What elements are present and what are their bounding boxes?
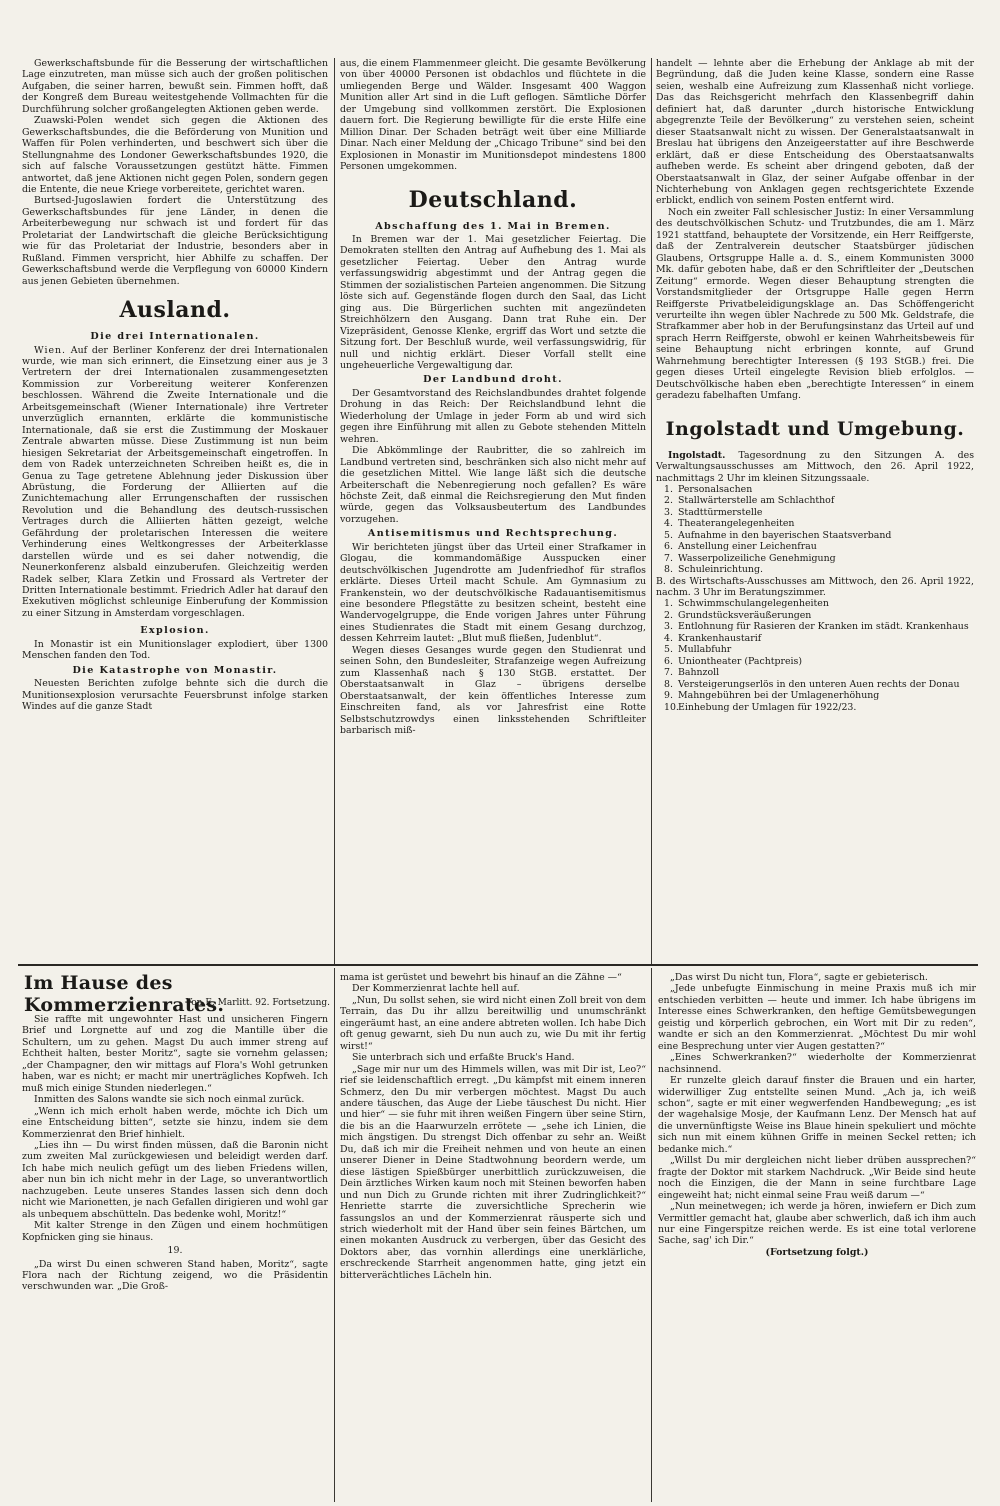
serial-column-1 — [22, 1014, 328, 1500]
serial-paragraph: Inmitten des Salons wandte sie sich noch einmal zurück. — [34, 1094, 305, 1106]
column-divider — [334, 58, 335, 964]
serial-byline: Von E. Marlitt. 92. Fortsetzung. — [185, 998, 330, 1008]
item-number: 6. — [664, 655, 673, 667]
article-paragraph: Burtsed-Jugoslawien fordert die Unterstützung des Gewerkschaftsbundes für jene Länder, in denen die Arbeiterbewegung nur schwach ist und fordert für das Proletariat der Landwirtschaft die gleiche Berücksichtigung wie für das Proletariat der Industrie, besonders aber in Rußland. Fimmen verspricht, hier Abhilfe zu schaffen. Der Gewerkschaftsbund werde die Verpflegung von 60000 Kindern aus jenen Gebieten übernehmen. — [22, 195, 328, 287]
serial-paragraph: „Jede unbefugte Einmischung in meine Praxis muß ich mir entschieden verbitten — heute und immer. Ich habe übrigens im Interesse eines Schwerkranken, den heftige Gemütsbewegungen geistig und körperlich gebrochen, ein Wort mit Dir zu reden“, wandte er sich an den Kommerzienrat. „Möchtest Du mir wohl eine Besprechung unter vier Augen gestatten?“ — [658, 983, 976, 1052]
item-text: Krankenhaustarif — [678, 632, 762, 644]
item-text: Anstellung einer Leichenfrau — [678, 541, 817, 553]
item-number: 1. — [664, 598, 673, 610]
list-item — [656, 679, 974, 690]
list-item — [656, 495, 974, 506]
item-number: 9. — [664, 690, 673, 702]
article-title: Der Landbund droht. — [423, 374, 563, 386]
list-item — [656, 621, 974, 632]
article-text: Auf der Berliner Konferenz der drei Internationalen wurde, wie man sich erinnert, die Einsetzung einer aus je 3 Vertretern der drei Internationalen zusammengesetzten Kommission zur Vorbereitung weiterer Konferenzen beschlossen. Während die Zweite Internationale und die Arbeitsgemeinschaft (Wiener Internationale) ihre Vertreter unverzüglich ernannten, erklärte die kommunistische Internationale, daß sie erst die Zustimmung der Moskauer Zentrale abwarten müsse. Diese Zustimmung ist nun beim hiesigen Sekretariat der Arbeitsgemeinschaft eingetroffen. In dem von Radek unterzeichneten Schreiben heißt es, die in Genua zu Tage getretene Ablehnung jeder Diskussion über Abrüstung, die Forderung der Alliierten auf die Zunichtemachung aller Errungenschaften der russischen Revolution und die Behandlung des deutsch-russischen Vertrages durch die Alliierten hätten gezeigt, welche Gefährdung der proletarischen Interessen die weitere Verhinderung eines Weltkongresses der Arbeiterklasse darstellen würde und es sei daher notwendig, die Neunerkonferenz alsbald einzuberufen. Gleichzeitig werden Radek selber, Klara Zetkin und Frossard als Vertreter der Dritten Internationale bestimmt. Friedrich Adler hat darauf den Exekutiven möglichst schleunige Einberufung der Kommission zu einer Sitzung in Amsterdam vorgeschlagen. — [22, 344, 328, 619]
article-title: Abschaffung des 1. Mai in Bremen. — [375, 220, 611, 232]
article-paragraph: Zuawski-Polen wendet sich gegen die Aktionen des Gewerkschaftsbundes, die die Beförderung von Munition und Waffen für Polen verhinderten, und beschwert sich über die Stellungnahme des Londoner Gewerkschaftsbundes 1920, die sich auf falsche Voraussetzungen gestützt hätte. Fimmen antwortet, daß jene Aktionen nicht gegen Polen, sondern gegen die Entente, die neue Kriege vorbereitete, gerichtet waren. — [22, 115, 328, 195]
article-title: Die drei Internationalen. — [90, 331, 260, 343]
article-paragraph: Noch ein zweiter Fall schlesischer Justiz: In einer Versammlung des deutschvölkischen Schutz- und Trutzbundes, die am 1. März 1921 stattfand, behauptete der Vorsitzende, ein Herr Reiffgerste, daß der Zentralverein deutscher Staatsbürger jüdischen Glaubens, Ortsgruppe Halle a. d. S., einem Kommunisten 3000 Mk. dafür geboten habe, daß er den Schriftleiter der „Deutschen Zeitung“ ermorde. Wegen dieser Behauptung strengten die Vorstandsmitglieder der Ortsgruppe Halle gegen Herrn Reiffgerste Privatbeleidigungsklage an. Das Schöffengericht verurteilte ihn wegen übler Nachrede zu 500 Mk. Geldstrafe, die Strafkammer aber hob in der Berufungsinstanz das Urteil auf und sprach Herrn Reiffgerste, obwohl er keinen Wahrheitsbeweis für seine Behauptung nicht erbringen konnte, auf Grund Wahrnehmung berechtigter Interessen (§ 193 StGB.) frei. Die gegen dieses Urteil eingelegte Revision blieb erfolglos. — Deutschvölkische haben eben „berechtigte Interessen“ in einem geradezu fabelhaften Umfang. — [656, 206, 974, 402]
list-item — [656, 633, 974, 644]
list-item — [656, 644, 974, 655]
item-number: 8. — [664, 564, 673, 576]
serial-paragraph: „Nun meinetwegen; ich werde ja hören, inwiefern er Dich zum Vermittler gemacht hat, glaube aber schwerlich, daß ich ihm auch nur eine Fingerspitze reichen werde. Es ist eine total verlorene Sache, sag' ich Dir.“ — [658, 1201, 976, 1247]
item-number: 4. — [664, 518, 673, 530]
list-item — [656, 656, 974, 667]
article-paragraph: In Monastir ist ein Munitionslager explodiert, über 1300 Menschen fanden den Tod. — [22, 638, 328, 662]
list-item — [656, 484, 974, 495]
serial-column-3 — [658, 972, 976, 1500]
article-paragraph — [656, 450, 974, 484]
item-number: 5. — [664, 644, 673, 656]
list-item — [656, 667, 974, 678]
item-number: 7. — [664, 667, 673, 679]
article-paragraph: Die Abkömmlinge der Raubritter, die so zahlreich im Landbund vertreten sind, beschränken sich also nicht mehr auf die gesetzlichen Mittel. Wie lange läßt sich die deutsche Arbeiterschaft die Nebenregierung noch gefallen? Es wäre höchste Zeit, daß einmal die Reichsregierung den Mut finden würde, gegen das Volksausbeutertum des Landbundes vorzugehen. — [340, 445, 646, 525]
item-text: Personalsachen — [678, 483, 753, 495]
item-number: 3. — [664, 506, 673, 518]
list-item — [656, 553, 974, 564]
continuation-note: (Fortsetzung folgt.) — [765, 1246, 869, 1258]
chapter-number: 19. — [167, 1245, 183, 1257]
item-text: Aufnahme in den bayerischen Staatsverband — [678, 529, 892, 541]
item-text: Bahnzoll — [678, 667, 720, 679]
item-text: Entlohnung für Rasieren der Kranken im städt. Krankenhaus — [678, 621, 969, 633]
article-paragraph: aus, die einem Flammenmeer gleicht. Die gesamte Bevölkerung von über 40000 Personen ist obdachlos und flüchtete in die umliegenden Berge und Wälder. Insgesamt 400 Waggon Munition aller Art sind in die Luft geflogen. Sämtliche Dörfer der Umgebung sind vollkommen zerstört. Die Explosionen dauern fort. Die Regierung bewilligte für die erste Hilfe eine Million Dinar. Der Schaden beträgt weit über eine Milliarde Dinar. Nach einer Meldung der „Chicago Tribune“ sind bei den Explosionen in Monastir im Munitionsdepot mindestens 1800 Personen umgekommen. — [340, 58, 646, 173]
item-text: Grundstücksveräußerungen — [678, 609, 812, 621]
article-paragraph — [22, 345, 328, 620]
serial-paragraph: mama ist gerüstet und bewehrt bis hinauf an die Zähne —“ — [340, 972, 622, 983]
item-text: Schwimmschulangelegenheiten — [678, 598, 829, 610]
article-paragraph: Wegen dieses Gesanges wurde gegen den Studienrat und seinen Sohn, den Bundesleiter, Strafanzeige wegen Aufreizung zum Klassenhaß nach § 130 StGB. erstattet. Der Oberstaatsanwalt in Glaz – übrigens derselbe Oberstaatsanwalt, der kein öffentliches Interesse zum Einschreiten fand, als vor Jahresfrist eine Rotte Selbstschutzrowdys einen linksstehenden Schriftleiter barbarisch miß- — [340, 644, 646, 737]
item-number: 3. — [664, 621, 673, 633]
list-item — [656, 530, 974, 541]
list-item — [656, 541, 974, 552]
article-text: Tagesordnung zu den Sitzungen A. des Verwaltungsausschusses am Mittwoch, den 26. April 1922, nachmittags 2 Uhr im kleinen Sitzungssaale. — [656, 449, 974, 484]
article-paragraph: In Bremen war der 1. Mai gesetzlicher Feiertag. Die Demokraten stellten den Antrag auf Aufhebung des 1. Mai als gesetzlicher Feiertag. Ueber den Antrag wurde verfassungswidrig abgestimmt und der Antrag gegen die Stimmen der sozialistischen Parteien angenommen. Die Sitzung löste sich auf. Gegenstände flogen durch den Saal, das Licht ging aus. Die Bürgerlichen suchten mit angezündeten Streichhölzern den Ausgang. Dann trat Ruhe ein. Der Vizepräsident, Genosse Klenke, ergriff das Wort und setzte die Sitzung fort. Der Beschluß wurde, weil verfassungswidrig, für null und nichtig erklärt. Dieser Vorfall stellt eine ungeheuerliche Vergewaltigung dar. — [340, 233, 646, 371]
agenda-list — [656, 598, 974, 713]
item-number: 2. — [664, 609, 673, 621]
item-text: Wasserpolizeiliche Genehmigung — [678, 552, 836, 564]
item-text: Schuleinrichtung. — [678, 564, 763, 576]
item-text: Mullabfuhr — [678, 644, 732, 656]
serial-paragraph: „Eines Schwerkranken?“ wiederholte der Kommerzienrat nachsinnend. — [658, 1052, 976, 1075]
serial-paragraph: „Wenn ich mich erholt haben werde, möchte ich Dich um eine Entscheidung bitten“, setzte sie hinzu, indem sie dem Kommerzienrat den Brief hinhielt. — [22, 1105, 328, 1140]
serial-paragraph: Der Kommerzienrat lachte hell auf. — [352, 983, 520, 995]
article-paragraph: B. des Wirtschafts-Ausschusses am Mittwoch, den 26. April 1922, nachm. 3 Uhr im Beratungszimmer. — [656, 575, 974, 599]
article-title: Explosion. — [140, 625, 210, 637]
item-text: Einhebung der Umlagen für 1922/23. — [678, 701, 857, 713]
item-text: Mahngebühren bei der Umlagenerhöhung — [678, 690, 880, 702]
list-item — [656, 610, 974, 621]
item-number: 1. — [664, 483, 673, 495]
article-paragraph: Der Gesamtvorstand des Reichslandbundes drahtet folgende Drohung in das Reich: Der Reichslandbund lehnt die Wiederholung der Umlage in jeder Form ab und wird sich gegen ihre Einführung mit allen zu Gebote stehenden Mitteln wehren. — [340, 387, 646, 445]
item-text: Theaterangelegenheiten — [678, 518, 795, 530]
list-item — [656, 598, 974, 609]
serial-paragraph: „Lies ihn — Du wirst finden müssen, daß die Baronin nicht zum zweiten Mal zurückgewiesen und beleidigt werden darf. Ich habe mich neulich gefügt um des lieben Friedens willen, aber nun bin ich nicht mehr in der Lage, so unverantwortlich nachzugeben. Leute unseres Standes lassen sich denn doch nicht wie Marionetten, je nach Gefallen dirigieren und wohl gar als unbequem abschütteln. Das bedenke wohl, Moritz!“ — [22, 1139, 328, 1220]
serial-column-2 — [340, 972, 646, 1500]
list-item — [656, 690, 974, 701]
item-number: 8. — [664, 678, 673, 690]
item-number: 5. — [664, 529, 673, 541]
article-title: Antisemitismus und Rechtsprechung. — [367, 528, 619, 540]
column-2 — [340, 58, 646, 963]
item-text: Stallwärterstelle am Schlachthof — [678, 495, 835, 507]
serial-paragraph: Sie raffte mit ungewohnter Hast und unsicheren Fingern Brief und Lorgnette auf und zog die Mantille über die Schultern, um zu gehen. Magst Du auch immer streng auf Echtheit halten, bester Moritz“, sagte sie vornehm gelassen; „der Champagner, den wir mittags auf Flora's Wohl getrunken haben, war es nicht; er macht mir unerträgliches Kopfweh. Ich muß mich einige Stunden niederlegen.“ — [22, 1014, 328, 1094]
serial-paragraph: „Willst Du mir dergleichen nicht lieber drüben aussprechen?“ fragte der Doktor mit starkem Nachdruck. „Wir Beide sind heute noch die Einzigen, die der Mann in seine furchtbare Lage eingeweiht hat; nicht einmal seine Frau weiß darum —“ — [658, 1155, 976, 1201]
article-paragraph: handelt — lehnte aber die Erhebung der Anklage ab mit der Begründung, daß die Juden keine Klasse, sondern eine Rasse seien, weshalb eine Aufreizung zum Klassenhaß nicht vorliege. Das das Reichsgericht mehrfach den Klassenbegriff dahin definiert hat, daß darunter „durch historische Entwicklung abgegrenzte Teile der Bevölkerung“ zu verstehen seien, scheint dieser Staatsanwalt nicht zu wissen. Der Generalstaatsanwalt in Breslau hat übrigens den Anzeigeerstatter auf ihre Beschwerde erklärt, daß er diese Entscheidung des Oberstaatsanwalts aufheben werde. Es scheint aber dringend geboten, daß der Oberstaatsanwalt in Glaz, der seiner Aufgabe offenbar in der Nichterhebung von Anklagen gegen rechtsgerichtete Exzende erblickt, endlich von seinem Posten entfernt wird. — [656, 58, 974, 207]
column-divider — [651, 58, 652, 964]
item-number: 10. — [664, 701, 679, 713]
serial-paragraph: „Da wirst Du einen schweren Stand haben, Moritz“, sagte Flora nach der Richtung zeigend, wo die Präsidentin verschwunden war. „Die Groß- — [22, 1258, 328, 1293]
serial-paragraph: Sie unterbrach sich und erfaßte Bruck's Hand. — [352, 1052, 575, 1064]
section-title-ingolstadt: Ingolstadt und Umgebung. — [665, 417, 965, 440]
list-item — [656, 702, 974, 713]
serial-title: Im Hause des Kommerzienrates. — [24, 972, 225, 1016]
article-paragraph: Wir berichteten jüngst über das Urteil einer Strafkamer in Glogau, die kommandomäßige Ausspucken einer deutschvölkischen Jugendrotte am Judenfriedhof für straflos erklärte. Dieses Urteil macht Schule. Am Gymnasium zu Frankenstein, wo der deutschvölkische Radauantisemitismus eine besondere Pflegstätte zu besitzen scheint, besteht eine Wandervogelgruppe, die Ende vorigen Jahres unter Führung eines Studienrates die Stadt mit einem Gesang durchzog, dessen Kehrreim lautet: „Blut muß fließen, Judenblut“. — [340, 541, 646, 645]
serial-paragraph: „Nun, Du sollst sehen, sie wird nicht einen Zoll breit von dem Terrain, das Du ihr allzu bereitwillig und unumschränkt eingeräumt hast, an eine andere abtreten wollen. Ich habe Dich oft genug gewarnt, sieh Du nun auch zu, wie Du mit ihr fertig wirst!“ — [340, 994, 646, 1052]
column-1 — [22, 58, 328, 963]
item-text: Stadttürmerstelle — [678, 506, 763, 518]
item-text: Versteigerungserlös in den unteren Auen rechts der Donau — [678, 678, 960, 690]
list-item — [656, 507, 974, 518]
article-paragraph: Gewerkschaftsbunde für die Besserung der wirtschaftlichen Lage einzutreten, man müsse sich auch der großen politischen Aufgaben, die seiner harren, bewußt sein. Fimmen hofft, daß der Kongreß dem Bureau weitestgehende Vollmachten für die Durchführung solcher großangelegten Aktionen geben werde. — [22, 58, 328, 115]
column-divider — [651, 968, 652, 1502]
serial-paragraph: „Das wirst Du nicht tun, Flora“, sagte er gebieterisch. — [670, 972, 928, 983]
serial-paragraph: Mit kalter Strenge in den Zügen und einem hochmütigen Kopfnicken ging sie hinaus. — [22, 1220, 328, 1243]
section-title-deutschland: Deutschland. — [408, 186, 578, 213]
article-paragraph: Neuesten Berichten zufolge behnte sich die durch die Munitionsexplosion verursachte Feuersbrunst infolge starken Windes auf die ganze Stadt — [22, 678, 328, 713]
item-number: 4. — [664, 632, 673, 644]
column-divider — [334, 968, 335, 1502]
list-item — [656, 518, 974, 529]
dateline: Wien. — [34, 344, 67, 356]
item-number: 7. — [664, 552, 673, 564]
serial-paragraph: „Sage mir nur um des Himmels willen, was mit Dir ist, Leo?“ rief sie leidenschaftlich erregt. „Du kämpfst mit einem inneren Schmerz, den Du mir verbergen möchtest. Magst Du auch andere täuschen, das Auge der Liebe täuschest Du nicht. Hier und hier“ — sie fuhr mit ihren weißen Fingern über seine Stirn, die bis an die Haarwurzeln errötete — „sehe ich Linien, die mich ängstigen. Du strengst Dich offenbar zu sehr an. Weißt Du, daß ich mir die Freiheit nehmen und von heute an einen unserer Diener in Deine Stadtwohnung beordern werde, um diese lästigen Spießbürger unerbittlich zurückzuweisen, die Dein ärztliches Wirken kaum noch mit Steinen beworfen haben und nun Dich zu Grunde richten mit ihrer Zudringlichkeit?“ Henriette starrte die zuversichtliche Sprecherin wie fassungslos an und der Kommerzienrat räusperte sich und strich wiederholt mit der Hand über sein feines Bärtchen, um einen mokanten Ausdruck zu verbergen, über das Gesicht des Doktors aber, das vornhin allerdings eine unerklärliche, erschreckende Starrheit angenommen hatte, ging jetzt ein bitterverächtliches Lächeln hin. — [340, 1063, 646, 1281]
item-number: 6. — [664, 541, 673, 553]
feuilleton-divider — [18, 964, 978, 966]
article-title: Die Katastrophe von Monastir. — [72, 664, 278, 676]
item-number: 2. — [664, 495, 673, 507]
dateline: Ingolstadt. — [668, 449, 726, 461]
column-3 — [656, 58, 974, 963]
section-title-ausland: Ausland. — [119, 297, 231, 324]
serial-paragraph: Er runzelte gleich darauf finster die Brauen und ein harter, widerwilliger Zug entstellte seinen Mund. „Ach ja, ich weiß schon“, sagte er mit einer wegwerfenden Handbewegung; „es ist der wagehalsige Mosje, der Kaufmann Lenz. Der Mensch hat auf die unvernünftigste Weise ins Blaue hinein spekuliert und möchte sich nun mit einem kühnen Griffe in meinen Seckel retten; ich bedanke mich.“ — [658, 1075, 976, 1155]
item-text: Uniontheater (Pachtpreis) — [678, 655, 803, 667]
agenda-list — [656, 484, 974, 576]
list-item — [656, 564, 974, 575]
